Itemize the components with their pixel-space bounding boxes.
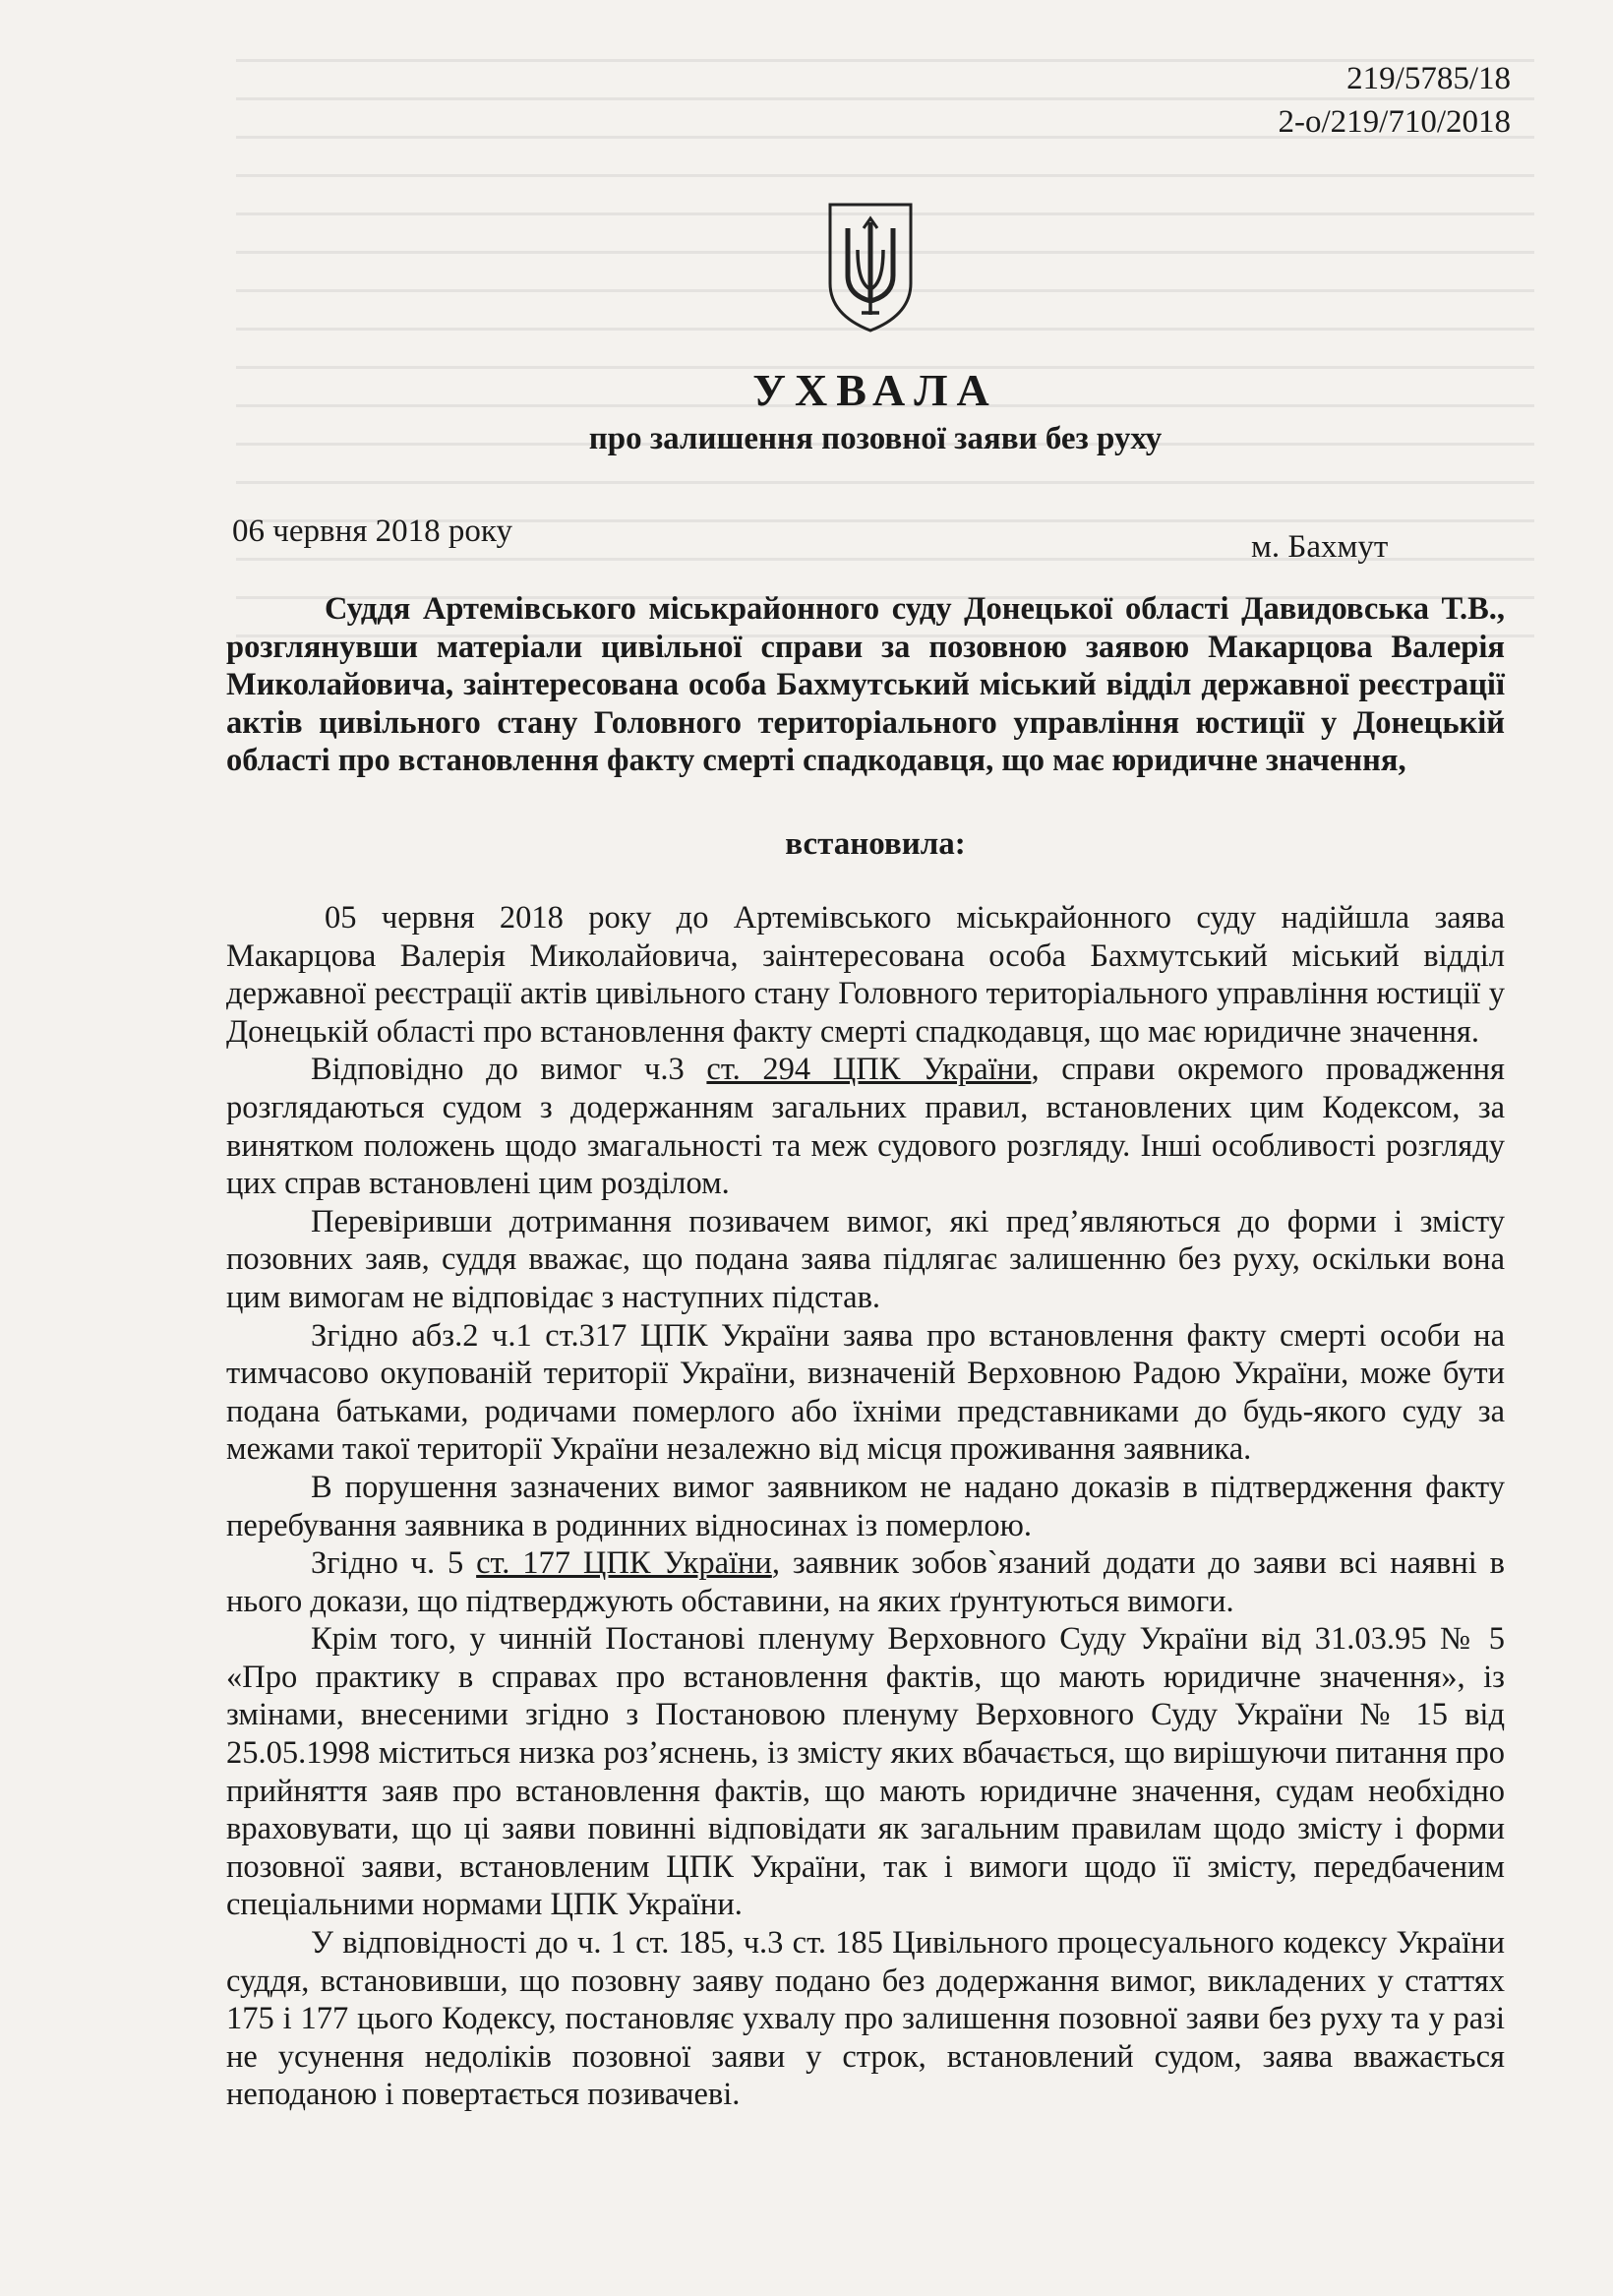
paragraph-4: Згідно абз.2 ч.1 ст.317 ЦПК України заява про встановлення факту смерті особи на тимчасово окупованій території України, визначеній Верховною Радою України, може бути подана батьками, родичами померлого або їхніми представниками до будь-якого суду за межами такої території України незалежно від місця проживання заявника.	[226, 1317, 1505, 1468]
document-subtitle: про залишення позовної заяви без руху	[588, 421, 1163, 456]
document-date: 06 червня 2018 року	[232, 514, 512, 549]
intro-block	[226, 590, 1505, 780]
paragraph-7: Крім того, у чинній Постанові пленуму Верховного Суду України від 31.03.95 № 5 «Про практику в справах про встановлення фактів, що мають юридичне значення», із змінами, внесеними згідно з Постановою пленуму Верховного Суду України № 15 від 25.05.1998 міститься низка роз’яснень, із змісту яких вбачається, що вирішуючи питання про прийняття заяв про встановлення фактів, що мають юридичне значення, судам необхідно враховувати, що ці заяви повинні відповідати як загальним правилам щодо змісту і форми позовної заяви, встановленим ЦПК України, так і вимоги щодо її змісту, передбаченим спеціальними нормами ЦПК України.	[226, 1621, 1505, 1923]
paragraph-6	[226, 1544, 1505, 1620]
paragraph-2	[226, 1051, 1505, 1202]
case-numbers	[1279, 57, 1512, 144]
law-reference-link[interactable]: ст. 177 ЦПК України	[476, 1545, 772, 1582]
paragraph-5: В порушення зазначених вимог заявником не надано доказів в підтвердження факту перебування заявника в родинних відносинах із померлою.	[226, 1469, 1505, 1543]
document-title: УХВАЛА	[752, 365, 998, 415]
paragraph-2-start: Відповідно до вимог ч.3	[311, 1052, 707, 1088]
paragraph-2-end: , справи окремого провадження розглядаються судом з додержанням загальних правил, встановлених цим Кодексом, за винятком положень щодо змагальності та меж судового розгляду. Інші особливості розгляду цих справ встановлені цим розділом.	[226, 1052, 1505, 1202]
intro-paragraph: Суддя Артемівського міськрайонного суду Донецької області Давидовська Т.В., розглянувши матеріали цивільної справи за позовною заявою Макарцова Валерія Миколайовича, заінтересована особа Бахмутський міський відділ державної реєстрації актів цивільного стану Головного територіального управління юстиції у Донецькій області про встановлення факту смерті спадкодавця, що має юридичне значення,	[226, 591, 1505, 779]
paragraph-8: У відповідності до ч. 1 ст. 185, ч.3 ст. 185 Цивільного процесуального кодексу України суддя, встановивши, що позовну заяву подано без додержання вимог, викладених у статтях 175 і 177 цього Кодексу, постановляє ухвалу про залишення позовної заяви без руху та у разі не усунення недоліків позовної заяви у строк, встановлений судом, заява вважається неподаною і повертається позивачеві.	[226, 1925, 1505, 2113]
body-block	[226, 899, 1505, 2114]
paragraph-1: 05 червня 2018 року до Артемівського міськрайонного суду надійшла заява Макарцова Валерія Миколайовича, заінтересована особа Бахмутський міський відділ державної реєстрації актів цивільного стану Головного територіального управління юстиції у Донецькій області про встановлення факту смерті спадкодавця, що має юридичне значення.	[226, 900, 1505, 1050]
law-reference-link[interactable]: ст. 294 ЦПК України	[706, 1052, 1032, 1088]
paragraph-3: Перевіривши дотримання позивачем вимог, які пред’являються до форми і змісту позовних заяв, суддя вважає, що подана заява підлягає залишенню без руху, оскільки вона цим вимогам не відповідає з наступних підстав.	[226, 1203, 1505, 1315]
paragraph-6-end: , заявник зобов`язаний додати до заяви всі наявні в нього докази, що підтверджують обставини, на яких ґрунтуються вимоги.	[226, 1545, 1505, 1619]
case-number: 219/5785/18	[1346, 61, 1511, 96]
proceeding-number: 2-о/219/710/2018	[1278, 104, 1511, 140]
section-heading: встановила:	[785, 826, 966, 862]
trident-coat-of-arms-icon	[824, 199, 917, 336]
paragraph-6-start: Згідно ч. 5	[311, 1545, 477, 1582]
document-city: м. Бахмут	[1251, 529, 1389, 565]
